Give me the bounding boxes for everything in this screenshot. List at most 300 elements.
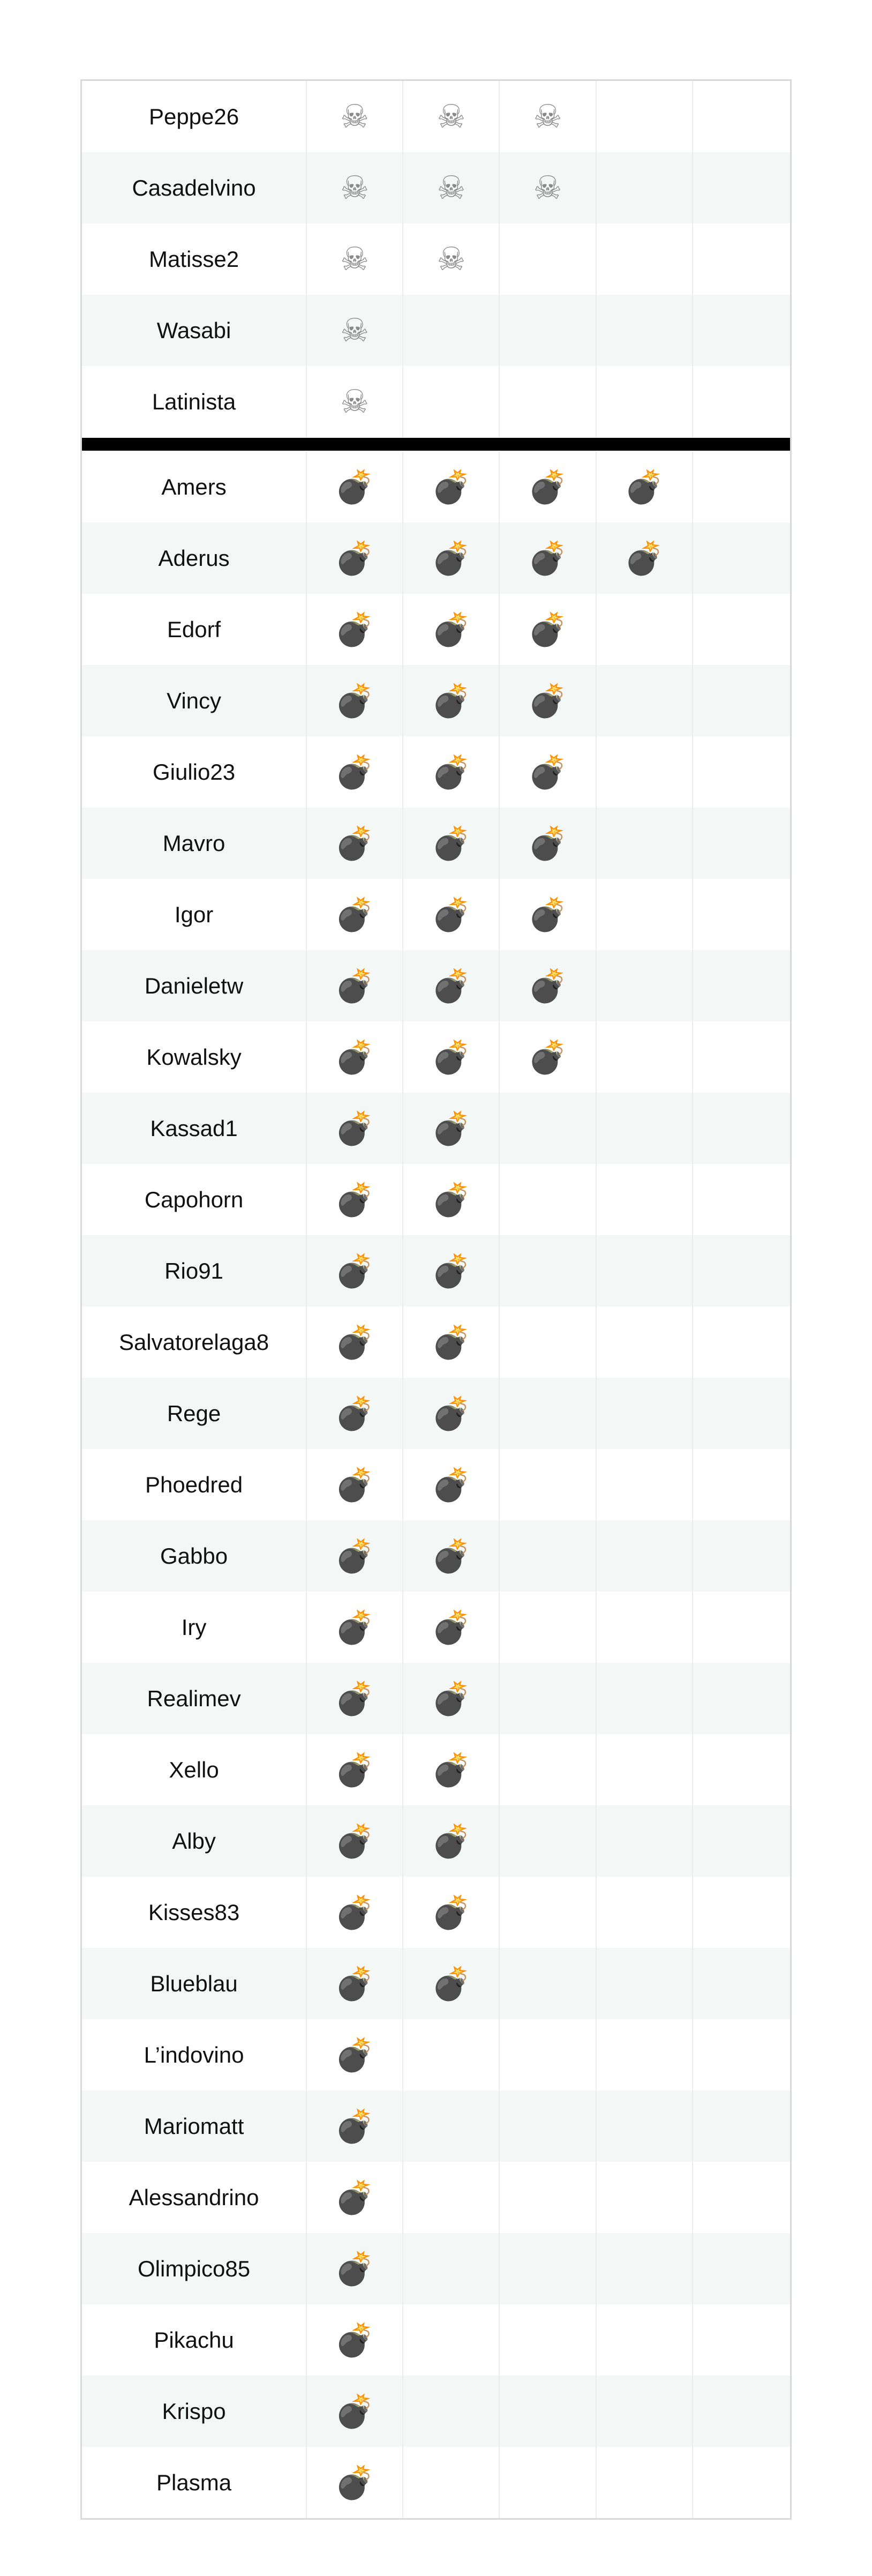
bomb-icon: 💣 bbox=[528, 682, 568, 720]
bomb-icon: 💣 bbox=[334, 1466, 375, 1504]
mark-cell bbox=[500, 1021, 596, 1093]
mark-cell bbox=[403, 522, 500, 594]
table-row bbox=[82, 152, 790, 223]
player-name: Alessandrino bbox=[82, 2162, 307, 2233]
mark-cell bbox=[693, 81, 790, 152]
bomb-icon: 💣 bbox=[334, 1822, 375, 1860]
mark-cell bbox=[597, 736, 693, 808]
mark-cell bbox=[693, 1449, 790, 1520]
player-name: Mariomatt bbox=[82, 2090, 307, 2162]
bomb-icon: 💣 bbox=[334, 1608, 375, 1646]
mark-cell bbox=[500, 1592, 596, 1663]
mark-cell bbox=[403, 1378, 500, 1449]
mark-cell bbox=[597, 1021, 693, 1093]
section-separator bbox=[82, 438, 790, 451]
bomb-icon: 💣 bbox=[528, 1038, 568, 1076]
mark-cell bbox=[500, 1378, 596, 1449]
mark-cell bbox=[597, 1592, 693, 1663]
mark-cell bbox=[597, 1948, 693, 2019]
mark-cell bbox=[307, 295, 403, 366]
mark-cell bbox=[500, 522, 596, 594]
mark-cell bbox=[403, 1449, 500, 1520]
bomb-icon: 💣 bbox=[334, 1394, 375, 1432]
mark-cell bbox=[307, 223, 403, 295]
mark-cell bbox=[500, 2447, 596, 2518]
bomb-icon: 💣 bbox=[528, 753, 568, 791]
mark-cell bbox=[597, 1164, 693, 1235]
mark-cell bbox=[597, 1306, 693, 1378]
mark-cell bbox=[693, 1235, 790, 1306]
bomb-icon: 💣 bbox=[431, 824, 471, 862]
mark-cell bbox=[597, 1734, 693, 1805]
mark-cell bbox=[307, 1948, 403, 2019]
player-name: Alby bbox=[82, 1805, 307, 1877]
mark-cell bbox=[500, 736, 596, 808]
bomb-icon: 💣 bbox=[431, 1323, 471, 1361]
mark-cell bbox=[693, 2162, 790, 2233]
table-row bbox=[82, 295, 790, 366]
mark-cell bbox=[500, 152, 596, 223]
mark-cell bbox=[693, 366, 790, 437]
mark-cell bbox=[307, 2376, 403, 2447]
mark-cell bbox=[307, 2162, 403, 2233]
mark-cell bbox=[500, 2019, 596, 2090]
mark-cell bbox=[693, 1877, 790, 1948]
bomb-icon: 💣 bbox=[431, 1109, 471, 1147]
bomb-icon: 💣 bbox=[334, 2321, 375, 2359]
mark-cell bbox=[597, 1449, 693, 1520]
mark-cell bbox=[597, 2090, 693, 2162]
table-row bbox=[82, 1093, 790, 1164]
mark-cell bbox=[500, 2090, 596, 2162]
mark-cell bbox=[693, 1164, 790, 1235]
mark-cell bbox=[307, 152, 403, 223]
mark-cell bbox=[403, 879, 500, 950]
bomb-icon: 💣 bbox=[431, 1394, 471, 1432]
mark-cell bbox=[307, 1592, 403, 1663]
mark-cell bbox=[403, 808, 500, 879]
mark-cell bbox=[500, 950, 596, 1021]
mark-cell bbox=[403, 594, 500, 665]
mark-cell bbox=[307, 2019, 403, 2090]
player-name: Plasma bbox=[82, 2447, 307, 2518]
mark-cell bbox=[597, 1663, 693, 1734]
mark-cell bbox=[403, 451, 500, 522]
mark-cell bbox=[693, 808, 790, 879]
mark-cell bbox=[403, 1663, 500, 1734]
player-name: Igor bbox=[82, 879, 307, 950]
mark-cell bbox=[693, 950, 790, 1021]
bomb-icon: 💣 bbox=[334, 2178, 375, 2216]
player-name: Casadelvino bbox=[82, 152, 307, 223]
mark-cell bbox=[500, 2162, 596, 2233]
mark-cell bbox=[693, 2304, 790, 2376]
bomb-icon: 💣 bbox=[431, 468, 471, 506]
mark-cell bbox=[693, 1306, 790, 1378]
skull-icon: ☠ bbox=[340, 311, 370, 349]
player-name: Blueblau bbox=[82, 1948, 307, 2019]
bomb-icon: 💣 bbox=[431, 539, 471, 577]
bomb-icon: 💣 bbox=[334, 2392, 375, 2430]
table-row bbox=[82, 1378, 790, 1449]
mark-cell bbox=[500, 2304, 596, 2376]
mark-cell bbox=[403, 2447, 500, 2518]
mark-cell bbox=[693, 2376, 790, 2447]
mark-cell bbox=[500, 1449, 596, 1520]
table-row bbox=[82, 1306, 790, 1378]
player-name: Iry bbox=[82, 1592, 307, 1663]
mark-cell bbox=[500, 1093, 596, 1164]
mark-cell bbox=[693, 1805, 790, 1877]
player-name: Edorf bbox=[82, 594, 307, 665]
player-name: Krispo bbox=[82, 2376, 307, 2447]
mark-cell bbox=[597, 1520, 693, 1592]
bomb-icon: 💣 bbox=[334, 1109, 375, 1147]
mark-cell bbox=[307, 1663, 403, 1734]
player-name: Amers bbox=[82, 451, 307, 522]
mark-cell bbox=[500, 594, 596, 665]
bomb-icon: 💣 bbox=[431, 1038, 471, 1076]
mark-cell bbox=[597, 1235, 693, 1306]
mark-cell bbox=[500, 2233, 596, 2304]
skull-icon: ☠ bbox=[340, 98, 370, 136]
mark-cell bbox=[597, 1378, 693, 1449]
bomb-icon: 💣 bbox=[431, 1965, 471, 2003]
bomb-icon: 💣 bbox=[528, 824, 568, 862]
mark-cell bbox=[500, 2376, 596, 2447]
bomb-icon: 💣 bbox=[334, 753, 375, 791]
mark-cell bbox=[597, 1877, 693, 1948]
table-row bbox=[82, 522, 790, 594]
table-row bbox=[82, 665, 790, 736]
bomb-icon: 💣 bbox=[334, 1893, 375, 1931]
mark-cell bbox=[307, 1734, 403, 1805]
mark-cell bbox=[597, 665, 693, 736]
bomb-icon: 💣 bbox=[431, 682, 471, 720]
player-name: Wasabi bbox=[82, 295, 307, 366]
mark-cell bbox=[693, 736, 790, 808]
player-name: Aderus bbox=[82, 522, 307, 594]
player-name: Phoedred bbox=[82, 1449, 307, 1520]
mark-cell bbox=[403, 2304, 500, 2376]
mark-cell bbox=[307, 594, 403, 665]
mark-cell bbox=[597, 1093, 693, 1164]
mark-cell bbox=[500, 665, 596, 736]
mark-cell bbox=[500, 879, 596, 950]
mark-cell bbox=[403, 1235, 500, 1306]
mark-cell bbox=[403, 1520, 500, 1592]
mark-cell bbox=[500, 1948, 596, 2019]
mark-cell bbox=[597, 1805, 693, 1877]
mark-cell bbox=[693, 2090, 790, 2162]
mark-cell bbox=[597, 2376, 693, 2447]
bomb-section bbox=[82, 451, 790, 2518]
mark-cell bbox=[500, 1306, 596, 1378]
skull-icon: ☠ bbox=[533, 169, 562, 207]
table-row bbox=[82, 2233, 790, 2304]
player-name: Kisses83 bbox=[82, 1877, 307, 1948]
mark-cell bbox=[693, 1663, 790, 1734]
bomb-icon: 💣 bbox=[431, 1893, 471, 1931]
mark-cell bbox=[403, 1164, 500, 1235]
mark-cell bbox=[403, 2376, 500, 2447]
table-row bbox=[82, 879, 790, 950]
player-name: Peppe26 bbox=[82, 81, 307, 152]
mark-cell bbox=[597, 2447, 693, 2518]
mark-cell bbox=[597, 594, 693, 665]
mark-cell bbox=[307, 1877, 403, 1948]
table-row bbox=[82, 2447, 790, 2518]
mark-cell bbox=[597, 152, 693, 223]
player-name: Vincy bbox=[82, 665, 307, 736]
mark-cell bbox=[403, 366, 500, 437]
mark-cell bbox=[597, 81, 693, 152]
bomb-icon: 💣 bbox=[334, 824, 375, 862]
table-row bbox=[82, 81, 790, 152]
mark-cell bbox=[307, 2447, 403, 2518]
mark-cell bbox=[693, 2019, 790, 2090]
table-row bbox=[82, 808, 790, 879]
mark-cell bbox=[693, 2447, 790, 2518]
player-name: Matisse2 bbox=[82, 223, 307, 295]
mark-cell bbox=[307, 2304, 403, 2376]
table-row bbox=[82, 223, 790, 295]
mark-cell bbox=[307, 665, 403, 736]
bomb-icon: 💣 bbox=[334, 1537, 375, 1575]
mark-cell bbox=[403, 1093, 500, 1164]
mark-cell bbox=[693, 1520, 790, 1592]
player-name: Kowalsky bbox=[82, 1021, 307, 1093]
bomb-icon: 💣 bbox=[334, 1323, 375, 1361]
bomb-icon: 💣 bbox=[528, 539, 568, 577]
bomb-icon: 💣 bbox=[431, 610, 471, 648]
mark-cell bbox=[307, 366, 403, 437]
bomb-icon: 💣 bbox=[334, 2107, 375, 2145]
mark-cell bbox=[307, 451, 403, 522]
player-name: Danieletw bbox=[82, 950, 307, 1021]
mark-cell bbox=[307, 736, 403, 808]
mark-cell bbox=[307, 1306, 403, 1378]
bomb-icon: 💣 bbox=[624, 539, 665, 577]
mark-cell bbox=[403, 1734, 500, 1805]
bomb-icon: 💣 bbox=[334, 2250, 375, 2288]
skull-icon: ☠ bbox=[437, 240, 466, 278]
bomb-icon: 💣 bbox=[528, 967, 568, 1005]
mark-cell bbox=[500, 808, 596, 879]
mark-cell bbox=[403, 295, 500, 366]
mark-cell bbox=[403, 736, 500, 808]
table-row bbox=[82, 2019, 790, 2090]
table-row bbox=[82, 2376, 790, 2447]
ranking-table bbox=[80, 79, 792, 2520]
mark-cell bbox=[500, 223, 596, 295]
skull-icon: ☠ bbox=[437, 98, 466, 136]
player-name: Latinista bbox=[82, 366, 307, 437]
mark-cell bbox=[693, 223, 790, 295]
table-row bbox=[82, 1877, 790, 1948]
player-name: Xello bbox=[82, 1734, 307, 1805]
player-name: Kassad1 bbox=[82, 1093, 307, 1164]
bomb-icon: 💣 bbox=[431, 1679, 471, 1718]
table-row bbox=[82, 1734, 790, 1805]
mark-cell bbox=[597, 808, 693, 879]
bomb-icon: 💣 bbox=[334, 682, 375, 720]
mark-cell bbox=[403, 1592, 500, 1663]
bomb-icon: 💣 bbox=[528, 468, 568, 506]
mark-cell bbox=[307, 950, 403, 1021]
bomb-icon: 💣 bbox=[334, 1751, 375, 1789]
mark-cell bbox=[693, 152, 790, 223]
player-name: Salvatorelaga8 bbox=[82, 1306, 307, 1378]
player-name: Realimev bbox=[82, 1663, 307, 1734]
mark-cell bbox=[307, 1378, 403, 1449]
player-name: Giulio23 bbox=[82, 736, 307, 808]
skull-icon: ☠ bbox=[533, 98, 562, 136]
bomb-icon: 💣 bbox=[334, 1181, 375, 1219]
table-row bbox=[82, 1021, 790, 1093]
mark-cell bbox=[693, 2233, 790, 2304]
mark-cell bbox=[693, 295, 790, 366]
mark-cell bbox=[403, 1948, 500, 2019]
player-name: Rege bbox=[82, 1378, 307, 1449]
table-row bbox=[82, 1520, 790, 1592]
player-name: Pikachu bbox=[82, 2304, 307, 2376]
mark-cell bbox=[307, 1021, 403, 1093]
mark-cell bbox=[403, 2162, 500, 2233]
mark-cell bbox=[500, 1663, 596, 1734]
table-row bbox=[82, 1449, 790, 1520]
mark-cell bbox=[693, 451, 790, 522]
mark-cell bbox=[403, 2233, 500, 2304]
mark-cell bbox=[307, 808, 403, 879]
mark-cell bbox=[307, 879, 403, 950]
mark-cell bbox=[307, 1093, 403, 1164]
mark-cell bbox=[500, 1877, 596, 1948]
bomb-icon: 💣 bbox=[431, 1181, 471, 1219]
skull-icon: ☠ bbox=[340, 383, 370, 421]
mark-cell bbox=[500, 1805, 596, 1877]
mark-cell bbox=[500, 1734, 596, 1805]
mark-cell bbox=[693, 1734, 790, 1805]
mark-cell bbox=[307, 81, 403, 152]
mark-cell bbox=[693, 594, 790, 665]
player-name: Olimpico85 bbox=[82, 2233, 307, 2304]
mark-cell bbox=[307, 1449, 403, 1520]
bomb-icon: 💣 bbox=[334, 2036, 375, 2074]
table-row bbox=[82, 594, 790, 665]
skull-section bbox=[82, 81, 790, 437]
mark-cell bbox=[307, 1164, 403, 1235]
bomb-icon: 💣 bbox=[334, 967, 375, 1005]
mark-cell bbox=[500, 1520, 596, 1592]
bomb-icon: 💣 bbox=[431, 1751, 471, 1789]
mark-cell bbox=[500, 295, 596, 366]
bomb-icon: 💣 bbox=[334, 539, 375, 577]
table-row bbox=[82, 2090, 790, 2162]
mark-cell bbox=[403, 665, 500, 736]
player-name: Mavro bbox=[82, 808, 307, 879]
bomb-icon: 💣 bbox=[528, 610, 568, 648]
bomb-icon: 💣 bbox=[334, 895, 375, 934]
mark-cell bbox=[403, 1306, 500, 1378]
table-row bbox=[82, 736, 790, 808]
bomb-icon: 💣 bbox=[431, 895, 471, 934]
mark-cell bbox=[500, 81, 596, 152]
bomb-icon: 💣 bbox=[528, 895, 568, 934]
mark-cell bbox=[693, 1592, 790, 1663]
player-name: Gabbo bbox=[82, 1520, 307, 1592]
skull-icon: ☠ bbox=[437, 169, 466, 207]
table-row bbox=[82, 1592, 790, 1663]
mark-cell bbox=[597, 879, 693, 950]
mark-cell bbox=[307, 1520, 403, 1592]
mark-cell bbox=[597, 366, 693, 437]
bomb-icon: 💣 bbox=[431, 753, 471, 791]
mark-cell bbox=[403, 2090, 500, 2162]
mark-cell bbox=[307, 2233, 403, 2304]
mark-cell bbox=[403, 1021, 500, 1093]
mark-cell bbox=[500, 1235, 596, 1306]
mark-cell bbox=[307, 2090, 403, 2162]
mark-cell bbox=[693, 665, 790, 736]
mark-cell bbox=[597, 2019, 693, 2090]
mark-cell bbox=[597, 223, 693, 295]
table-row bbox=[82, 2162, 790, 2233]
player-name: Rio91 bbox=[82, 1235, 307, 1306]
table-row bbox=[82, 1235, 790, 1306]
mark-cell bbox=[403, 950, 500, 1021]
table-row bbox=[82, 451, 790, 522]
mark-cell bbox=[307, 1805, 403, 1877]
bomb-icon: 💣 bbox=[334, 1965, 375, 2003]
mark-cell bbox=[693, 879, 790, 950]
table-row bbox=[82, 1805, 790, 1877]
skull-icon: ☠ bbox=[340, 240, 370, 278]
mark-cell bbox=[597, 522, 693, 594]
bomb-icon: 💣 bbox=[431, 1537, 471, 1575]
bomb-icon: 💣 bbox=[334, 2463, 375, 2502]
mark-cell bbox=[597, 451, 693, 522]
bomb-icon: 💣 bbox=[431, 967, 471, 1005]
bomb-icon: 💣 bbox=[431, 1822, 471, 1860]
mark-cell bbox=[693, 1021, 790, 1093]
mark-cell bbox=[693, 522, 790, 594]
mark-cell bbox=[500, 366, 596, 437]
table-row bbox=[82, 2304, 790, 2376]
mark-cell bbox=[500, 1164, 596, 1235]
table-row bbox=[82, 366, 790, 437]
mark-cell bbox=[693, 1948, 790, 2019]
mark-cell bbox=[693, 1093, 790, 1164]
mark-cell bbox=[403, 223, 500, 295]
mark-cell bbox=[403, 152, 500, 223]
mark-cell bbox=[597, 2304, 693, 2376]
table-row bbox=[82, 950, 790, 1021]
bomb-icon: 💣 bbox=[624, 468, 665, 506]
mark-cell bbox=[597, 295, 693, 366]
mark-cell bbox=[403, 1877, 500, 1948]
mark-cell bbox=[597, 950, 693, 1021]
bomb-icon: 💣 bbox=[334, 610, 375, 648]
mark-cell bbox=[403, 1805, 500, 1877]
bomb-icon: 💣 bbox=[431, 1608, 471, 1646]
bomb-icon: 💣 bbox=[334, 1252, 375, 1290]
mark-cell bbox=[500, 451, 596, 522]
bomb-icon: 💣 bbox=[431, 1466, 471, 1504]
table-row bbox=[82, 1663, 790, 1734]
table-row bbox=[82, 1948, 790, 2019]
skull-icon: ☠ bbox=[340, 169, 370, 207]
